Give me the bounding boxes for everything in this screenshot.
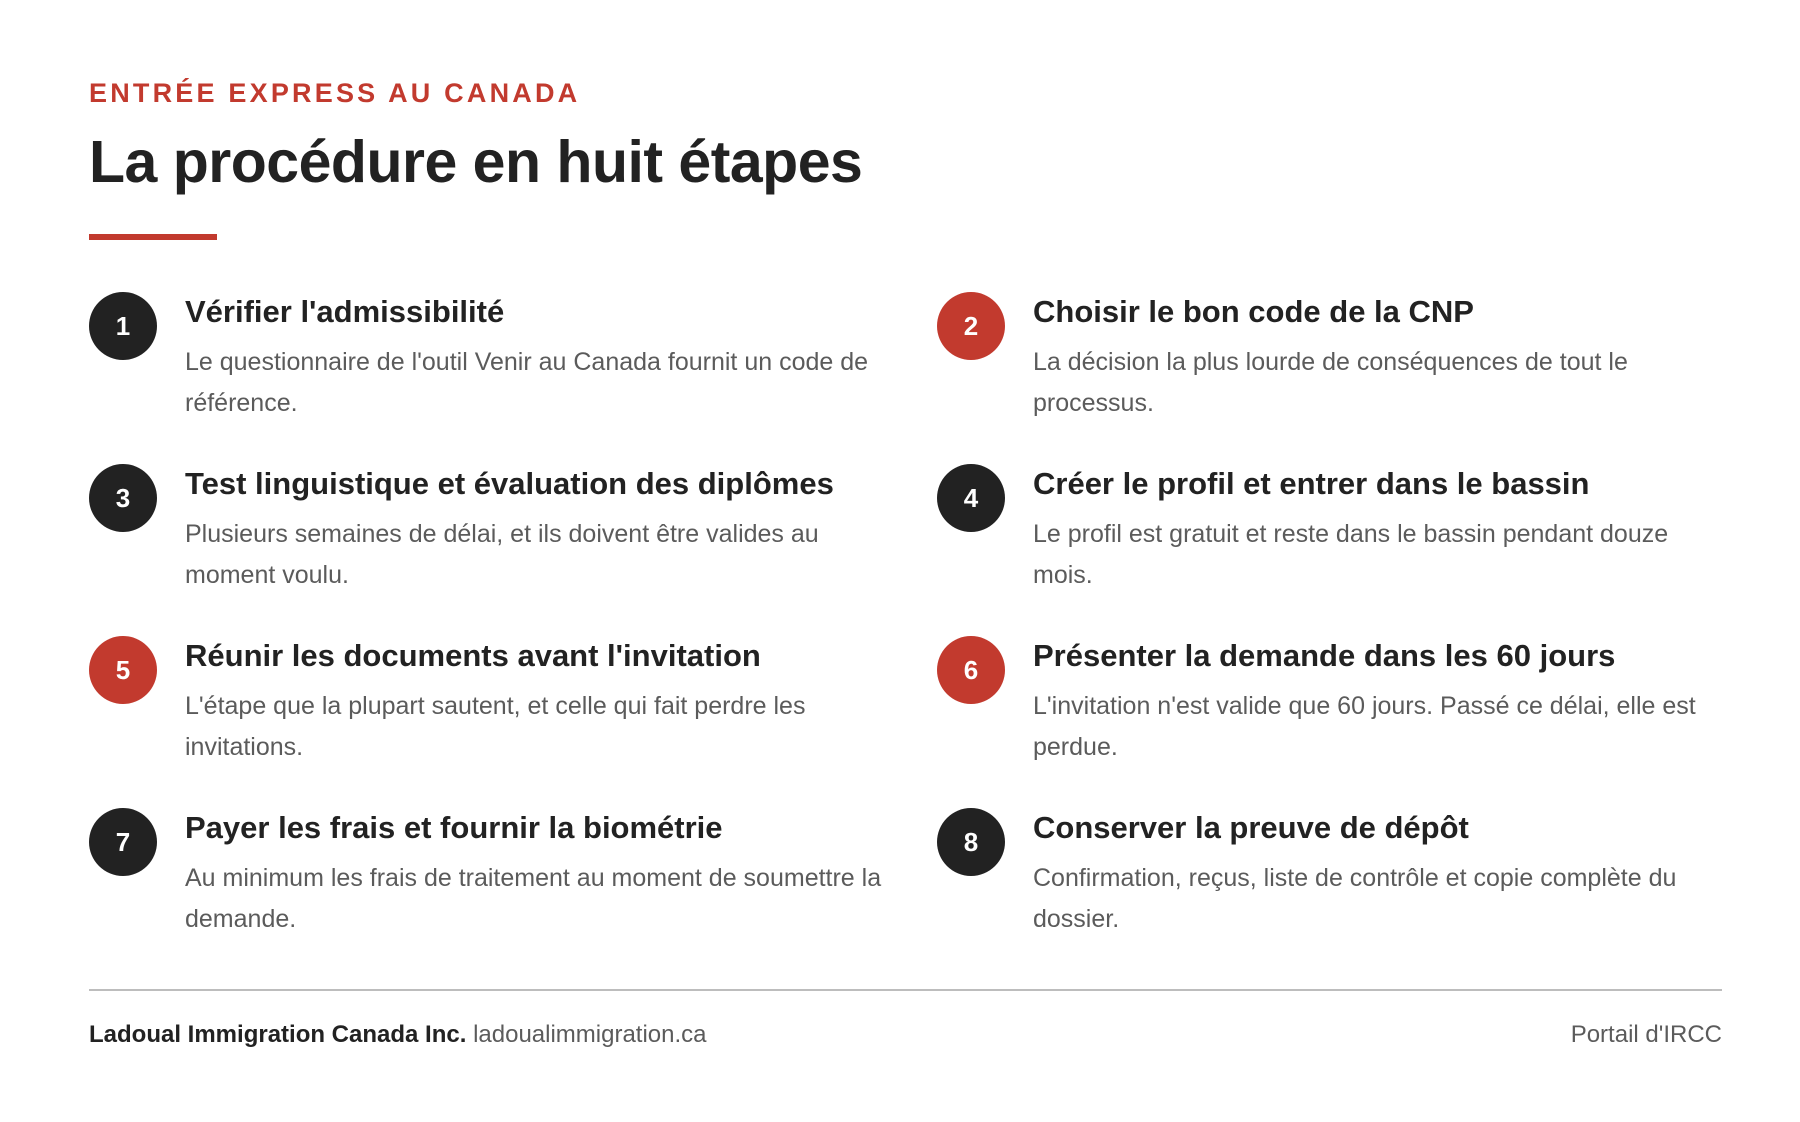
step-description: Confirmation, reçus, liste de contrôle et copie complète du dossier. xyxy=(1033,864,1677,933)
step-item-2 xyxy=(937,292,1722,464)
page-title: La procédure en huit étapes xyxy=(89,129,863,195)
step-number-badge: 1 xyxy=(89,292,157,360)
step-title: Choisir le bon code de la CNP xyxy=(1033,294,1474,329)
step-item-6 xyxy=(937,636,1722,808)
footer-website-link[interactable]: ladoualimmigration.ca xyxy=(473,1021,707,1048)
step-item-7 xyxy=(89,808,937,980)
step-description: L'étape que la plupart sautent, et celle qui fait perdre les invitations. xyxy=(185,692,806,761)
step-number-badge: 8 xyxy=(937,808,1005,876)
step-title: Créer le profil et entrer dans le bassin xyxy=(1033,466,1590,501)
footer-company-name: Ladoual Immigration Canada Inc. xyxy=(89,1021,467,1048)
step-title: Payer les frais et fournir la biométrie xyxy=(185,810,723,845)
step-item-8 xyxy=(937,808,1722,980)
footer-brand xyxy=(89,1021,707,1049)
step-description: Au minimum les frais de traitement au moment de soumettre la demande. xyxy=(185,864,882,933)
step-description: La décision la plus lourde de conséquences de tout le processus. xyxy=(1033,348,1628,417)
footer-divider xyxy=(89,989,1722,991)
footer-portal-label: Portail d'IRCC xyxy=(1570,1021,1722,1048)
step-description: Le questionnaire de l'outil Venir au Canada fournit un code de référence. xyxy=(185,348,869,417)
step-number-badge: 5 xyxy=(89,636,157,704)
page xyxy=(89,0,1722,1122)
step-item-1 xyxy=(89,292,937,464)
eyebrow-label: ENTRÉE EXPRESS AU CANADA xyxy=(89,78,581,108)
step-item-4 xyxy=(937,464,1722,636)
step-title: Présenter la demande dans les 60 jours xyxy=(1033,638,1616,673)
step-number-badge: 2 xyxy=(937,292,1005,360)
step-number-badge: 4 xyxy=(937,464,1005,532)
step-description: L'invitation n'est valide que 60 jours. Passé ce délai, elle est perdue. xyxy=(1033,692,1696,761)
step-title: Conserver la preuve de dépôt xyxy=(1033,810,1469,845)
step-item-3 xyxy=(89,464,937,636)
step-number-badge: 6 xyxy=(937,636,1005,704)
step-number-badge: 3 xyxy=(89,464,157,532)
step-description: Plusieurs semaines de délai, et ils doivent être valides au moment voulu. xyxy=(185,520,819,589)
step-title: Réunir les documents avant l'invitation xyxy=(185,638,761,673)
step-description: Le profil est gratuit et reste dans le bassin pendant douze mois. xyxy=(1033,520,1669,589)
step-title: Vérifier l'admissibilité xyxy=(185,294,505,329)
step-item-5 xyxy=(89,636,937,808)
step-number-badge: 7 xyxy=(89,808,157,876)
steps-grid xyxy=(89,292,1722,980)
step-title: Test linguistique et évaluation des diplômes xyxy=(185,466,834,501)
title-underline xyxy=(89,234,217,240)
